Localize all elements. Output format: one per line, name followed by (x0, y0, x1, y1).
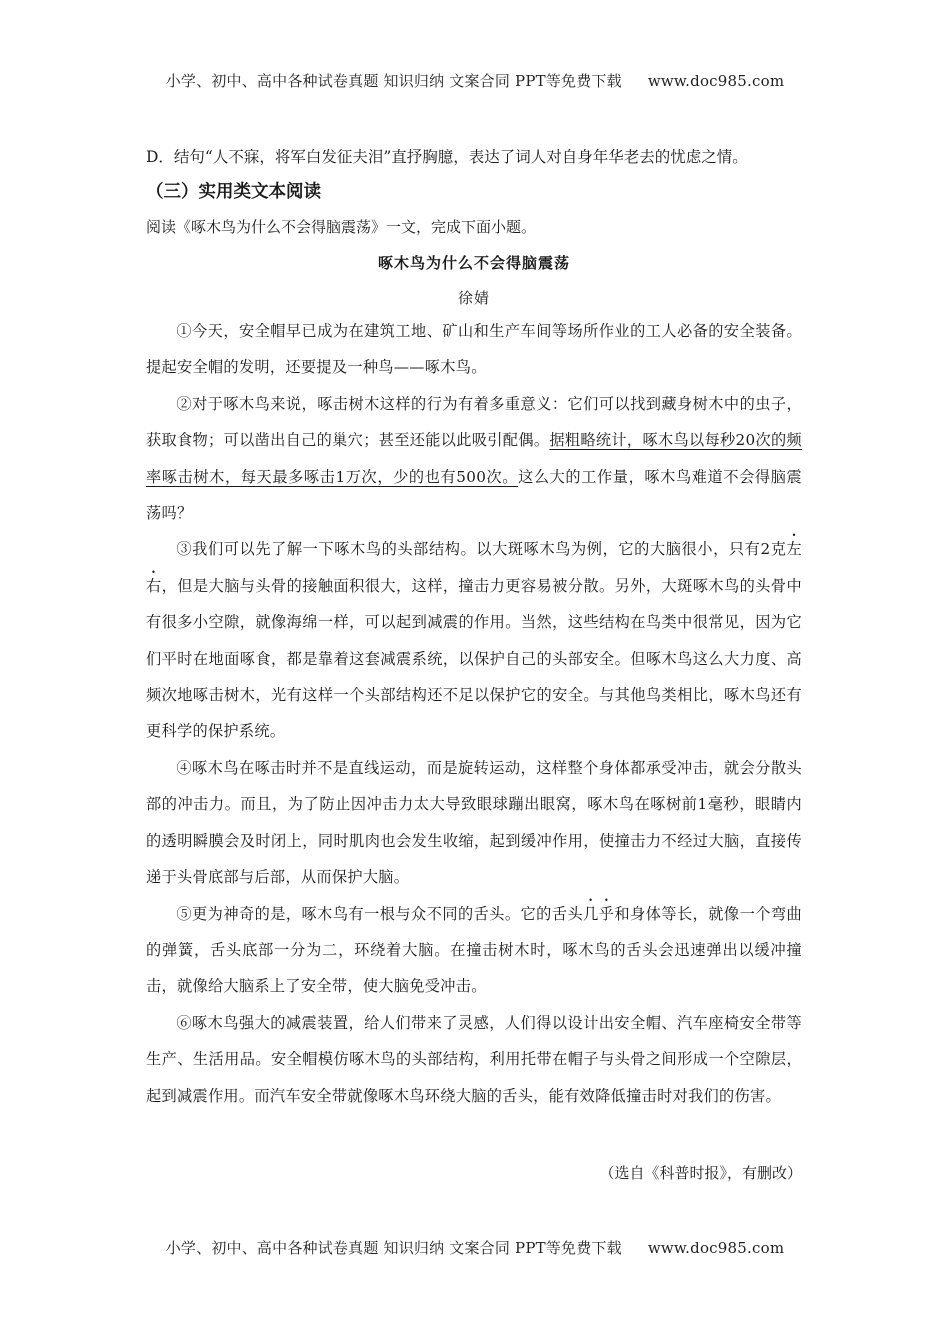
option-d: D．结句“人不寐，将军白发征夫泪”直抒胸臆，表达了词人对自身年华老去的忧虑之情。 (146, 148, 748, 166)
paragraph-5-dotted-word: 几乎 (583, 904, 615, 923)
paragraph-2-text: ②对于啄木鸟来说，啄击树木这样的行为有着多重意义：它们可以找到藏身树木中的虫子，获取食物；可以凿出自己的巢穴；甚至还能以此吸引配偶。 (146, 394, 802, 450)
paragraph-2 (146, 386, 802, 532)
paragraph-3-dotted-word: 左右 (146, 540, 802, 595)
article-body (146, 313, 802, 1114)
paragraph-3-text-start: ③我们可以先了解一下啄木鸟的头部结构。以大斑啄木鸟为例，它的大脑很小，只有2克 (176, 540, 787, 559)
article-author: 徐婧 (457, 289, 490, 307)
header-text: 小学、初中、高中各种试卷真题 知识归纳 文案合同 PPT等免费下载 (165, 72, 622, 90)
paragraph-2-question: 这么大的工作量，啄木鸟难道不会得脑震荡吗？ (146, 467, 802, 523)
footer-text: 小学、初中、高中各种试卷真题 知识归纳 文案合同 PPT等免费下载 (165, 1239, 622, 1257)
footer-url[interactable]: www.doc985.com (647, 1239, 785, 1257)
paragraph-1: ①今天，安全帽早已成为在建筑工地、矿山和生产车间等场所作业的工人必备的安全装备。提起安全帽的发明，还要提及一种鸟——啄木鸟。 (146, 322, 802, 377)
paragraph-5 (146, 896, 802, 1005)
header-url[interactable]: www.doc985.com (647, 72, 785, 90)
paragraph-4: ④啄木鸟在啄击时并不是直线运动，而是旋转运动，这样整个身体都承受冲击，就会分散头部的冲击力。而且，为了防止因冲击力太大导致眼球蹦出眼窝，啄木鸟在啄树前1毫秒，眼睛内的透明瞬膜会及时闭上，同时肌肉也会发生收缩，起到缓冲作用，使撞击力不经过大脑，直接传递于头骨底部与后部，从而保护大脑。 (146, 758, 802, 887)
article-source: （选自《科普时报》，有删改） (599, 1164, 802, 1182)
paragraph-6: ⑥啄木鸟强大的减震装置，给人们带来了灵感，人们得以设计出安全帽、汽车座椅安全带等生产、生活用品。安全帽模仿啄木鸟的头部结构，利用托带在帽子与头骨之间形成一个空隙层，起到减震作用。而汽车安全带就像啄木鸟环绕大脑的舌头，能有效降低撞击时对我们的伤害。 (146, 1013, 802, 1105)
reading-instruction: 阅读《啄木鸟为什么不会得脑震荡》一文，完成下面小题。 (146, 218, 537, 236)
page-header (0, 70, 950, 91)
paragraph-3-text-end: ，但是大脑与头骨的接触面积很大，这样，撞击力更容易被分散。另外，大斑啄木鸟的头骨中有很多小空隙，就像海绵一样，可以起到减震的作用。当然，这些结构在鸟类中很常见，因为它们平时在地面啄食，都是靠着这套减震系统，以保护自己的头部安全。但啄木鸟这么大力度、高频次地啄击树木，光有这样一个头部结构还不足以保护它的安全。与其他鸟类相比，啄木鸟还有更科学的保护系统。 (146, 576, 802, 741)
section-title: （三）实用类文本阅读 (146, 182, 321, 202)
paragraph-2-underlined-sentence: 据粗略统计，啄木鸟以每秒20次的频率啄击树木，每天最多啄击1万次，少的也有500次。 (146, 431, 802, 486)
article-title: 啄木鸟为什么不会得脑震荡 (377, 254, 570, 272)
page-footer (0, 1237, 950, 1258)
paragraph-3 (146, 531, 802, 749)
paragraph-5-text-end: 和身体等长，就像一个弯曲的弹簧，舌头底部一分为二，环绕着大脑。在撞击树木时，啄木鸟的舌头会迅速弹出以缓冲撞击，就像给大脑系上了安全带，使大脑免受冲击。 (146, 904, 802, 996)
paragraph-5-text-start: ⑤更为神奇的是，啄木鸟有一根与众不同的舌头。它的舌头 (176, 904, 584, 923)
